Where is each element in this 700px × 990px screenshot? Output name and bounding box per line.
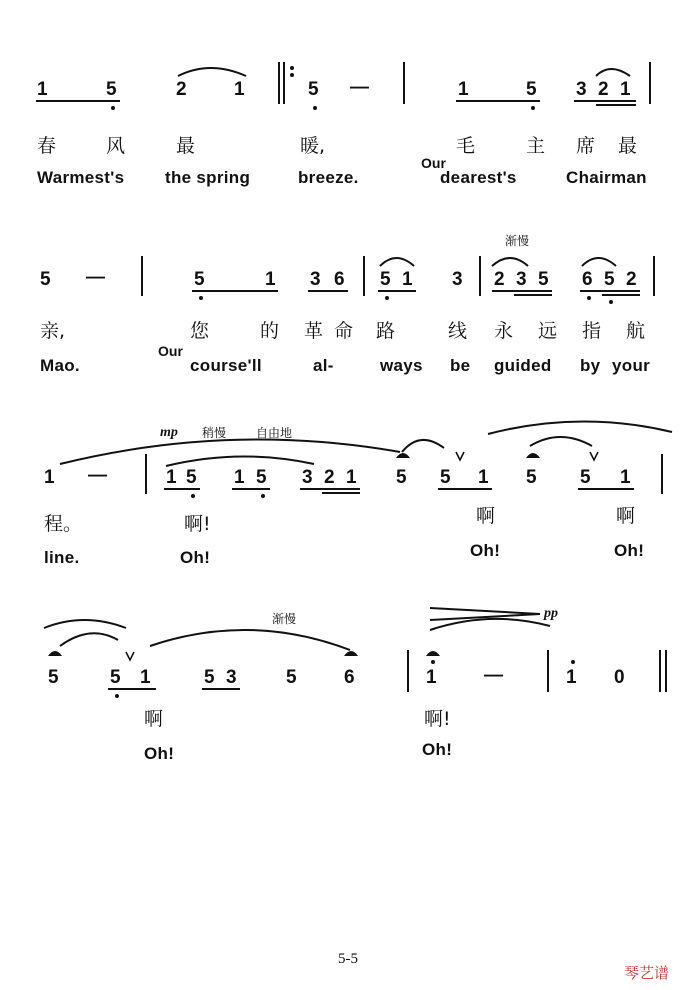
lyric-zh: 啊! [184,513,211,535]
lyric-zh: 您 [190,320,210,342]
note: 1 [234,79,245,100]
lyric-en: Oh! [470,541,501,560]
lyric-en: Mao. [40,356,80,375]
tempo-mark: 渐慢 [272,612,297,626]
note: 1 [234,467,245,488]
lyric-zh: 指 [582,320,602,342]
note: 3 [452,269,463,290]
note: 1 [140,667,151,688]
note: 5 [110,667,121,688]
note: 5 [194,269,205,290]
lyric-en: the spring [165,168,251,187]
lyric-zh: 永 [494,320,514,342]
note: 5 [604,269,615,290]
lyric-en: be [450,356,471,375]
lyric-en: Warmest's [37,168,125,187]
lyric-en: course'll [190,356,262,375]
lyric-en: breeze. [298,168,359,187]
dynamic-mark: mp [160,425,178,440]
lyric-en: line. [44,548,80,567]
note: 1 [426,667,437,688]
dash-note: — [484,665,503,686]
page-number: 5-5 [338,951,358,967]
note: 5 [526,79,537,100]
note: 5 [286,667,297,688]
note: 6 [334,269,345,290]
lyric-zh: 主 [526,135,546,157]
lyric-zh: 航 [626,320,646,342]
note: 2 [176,79,187,100]
lyric-en-small: Our [421,155,446,171]
note: 1 [458,79,469,100]
note: 1 [346,467,357,488]
lyric-zh: 席 [576,135,596,157]
note: 5 [186,467,197,488]
lyric-zh: 啊 [144,708,164,730]
dash-note: — [88,465,107,486]
note: 3 [226,667,237,688]
note: 3 [310,269,321,290]
lyric-zh: 啊! [424,708,451,730]
tempo-mark: 自由地 [256,426,293,440]
note: 6 [582,269,593,290]
note: 5 [526,467,537,488]
note: 5 [440,467,451,488]
note: 5 [580,467,591,488]
lyric-zh: 啊 [476,505,496,527]
note: 1 [44,467,55,488]
note: 3 [516,269,527,290]
tempo-mark: 渐慢 [505,234,530,248]
note: 1 [478,467,489,488]
dash-note: — [86,267,105,288]
lyric-en: Oh! [144,744,175,763]
note: 5 [396,467,407,488]
note: 1 [166,467,177,488]
lyric-en: guided [494,356,552,375]
lyric-zh: 革 [304,320,324,342]
note: 2 [626,269,637,290]
lyric-zh: 毛 [456,135,476,157]
note: 5 [538,269,549,290]
lyric-en: by [580,356,601,375]
watermark-logo: 琴艺谱 [624,964,670,982]
note: 5 [308,79,319,100]
lyric-zh: 春 [37,135,57,157]
note: 1 [620,79,631,100]
lyric-en: ways [380,356,423,375]
note: 5 [40,269,51,290]
note: 5 [48,667,59,688]
note: 1 [402,269,413,290]
lyric-zh: 最 [176,135,196,157]
lyric-zh: 的 [260,320,280,342]
lyric-en: Chairman [566,168,647,187]
lyric-zh: 亲, [40,320,66,342]
lyric-en: Oh! [614,541,645,560]
note: 1 [620,467,631,488]
note: 3 [302,467,313,488]
lyric-zh: 程。 [44,513,83,535]
note: 2 [324,467,335,488]
note: 2 [494,269,505,290]
dash-note: — [350,77,369,98]
lyric-en-small: Our [158,343,183,359]
lyric-zh: 路 [376,320,396,342]
lyric-zh: 暖, [300,135,326,157]
note: 5 [106,79,117,100]
note: 5 [256,467,267,488]
note: 5 [380,269,391,290]
lyric-zh: 远 [538,320,558,342]
tempo-mark: 稍慢 [202,426,227,440]
note: 1 [37,79,48,100]
lyric-zh: 线 [448,320,468,342]
lyric-en: Oh! [422,740,453,759]
lyric-zh: 风 [106,135,126,157]
lyric-en: your [612,356,651,375]
lyric-en: dearest's [440,168,517,187]
lyric-zh: 命 [334,320,354,342]
lyric-en: Oh! [180,548,211,567]
note: 0 [614,667,625,688]
lyric-zh: 啊 [616,505,636,527]
dynamic-mark: pp [544,606,558,621]
note: 1 [265,269,276,290]
note: 5 [204,667,215,688]
note: 3 [576,79,587,100]
lyric-en: al- [313,356,334,375]
lyric-zh: 最 [618,135,638,157]
note: 1 [566,667,577,688]
note: 6 [344,667,355,688]
note: 2 [598,79,609,100]
